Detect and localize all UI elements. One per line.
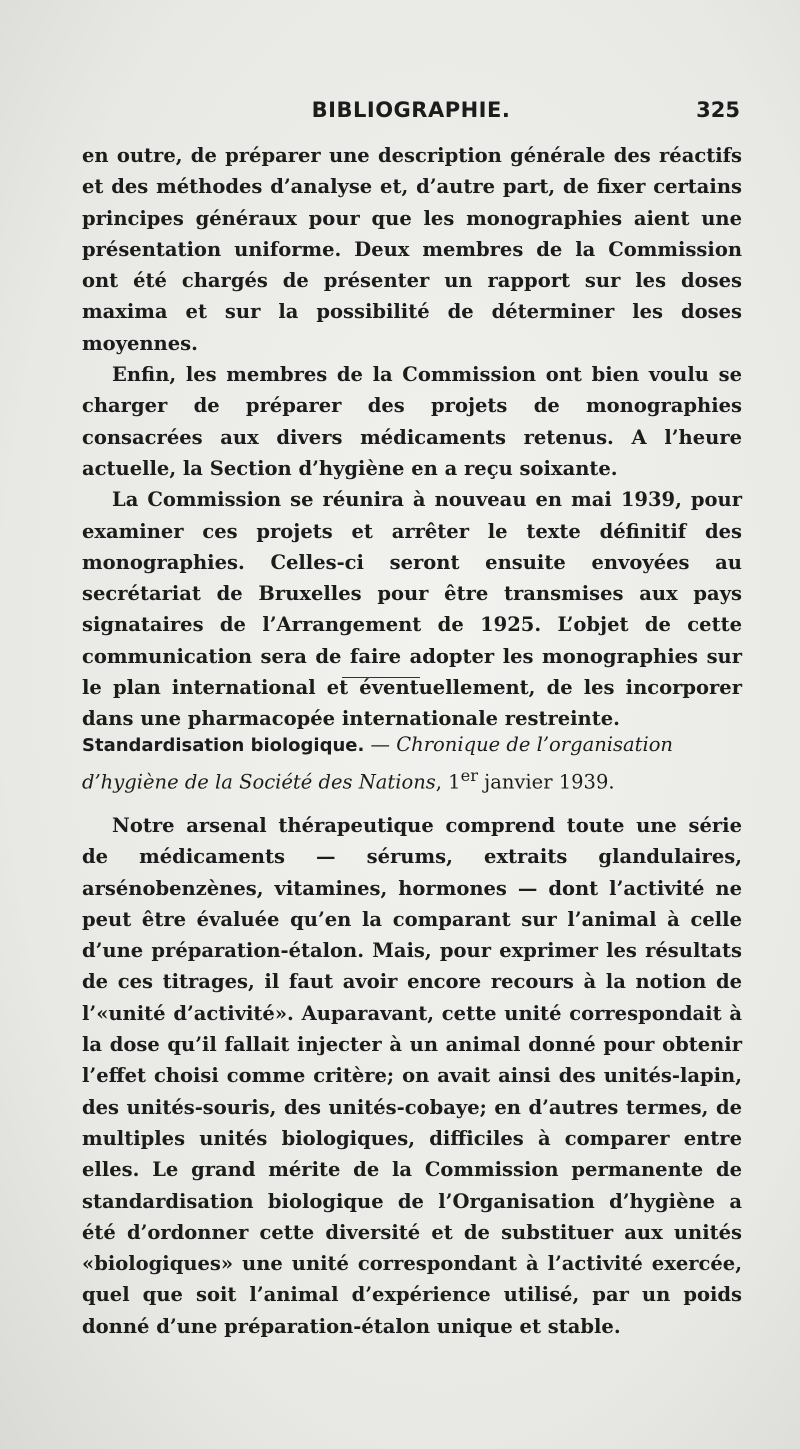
citation-date-rest: janvier 1939. (477, 770, 615, 794)
paragraph: Notre arsenal thérapeutique comprend toute une série de médicaments — sérums, extraits glandulaires, arsénobenzènes, vitamines, hormones — dont l’activité ne peut être évaluée qu’en la comparant sur l’animal à celle d’une préparation-étalon. Mais, pour exprimer les résultats de ces titrages, il faut avoir encore recours à la notion de l’«unité d’activité». Auparavant, cette unité correspondait à la dose qu’il fallait injecter à un animal donné pour obtenir l’effet choisi comme critère; on avait ainsi des unités-lapin, des unités-souris, des unités-cobaye; en d’autres termes, de multiples unités biologiques, difficiles à comparer entre elles. Le grand mérite de la Commission permanente de standardisation biologique de l’Organisation d’hygiène a été d’ordonner cette diversité et de substituer aux unités «biologiques» une unité correspondant à l’activité exercée, quel que soit l’animal d’expérience utilisé, par un poids donné d’une préparation-étalon unique et stable. (82, 814, 742, 1338)
section2-text (82, 810, 742, 1342)
citation-comma: , (435, 770, 449, 794)
citation-source: Chronique de l’organisation d’hygiène de la Société des Nations (82, 733, 673, 794)
citation-date-day: 1 (448, 770, 461, 794)
paragraph: Enfin, les membres de la Commission ont bien voulu se charger de préparer des projets de monographies consacrées aux divers médicaments retenus. A l’heure actuelle, la Section d’hygiène en a reçu soixante. (82, 363, 742, 480)
citation-date-sup: er (460, 766, 478, 785)
bibliographic-citation (82, 730, 742, 798)
citation-heading: Standardisation biologique. (82, 735, 365, 756)
section1-text (82, 140, 742, 735)
section-divider (342, 677, 420, 678)
running-title: BIBLIOGRAPHIE. (311, 98, 511, 122)
page-number: 325 (696, 98, 740, 122)
page-header (82, 98, 740, 132)
paragraph: La Commission se réunira à nouveau en mai 1939, pour examiner ces projets et arrêter le texte définitif des monographies. Celles-ci seront ensuite envoyées au secrétariat de Bruxelles pour être transmises aux pays signataires de l’Arrangement de 1925. L’objet de cette communication sera de faire adopter les monographies sur le plan international et éventuellement, de les incorporer dans une pharmacopée internationale restreinte. (82, 488, 742, 731)
paragraph: en outre, de préparer une description générale des réactifs et des méthodes d’analyse et, d’autre part, de fixer certains principes généraux pour que les monographies aient une présentation uniforme. Deux membres de la Commission ont été chargés de présenter un rapport sur les doses maxima et sur la possibilité de déterminer les doses moyennes. (82, 144, 742, 355)
citation-dash: — (364, 733, 397, 756)
